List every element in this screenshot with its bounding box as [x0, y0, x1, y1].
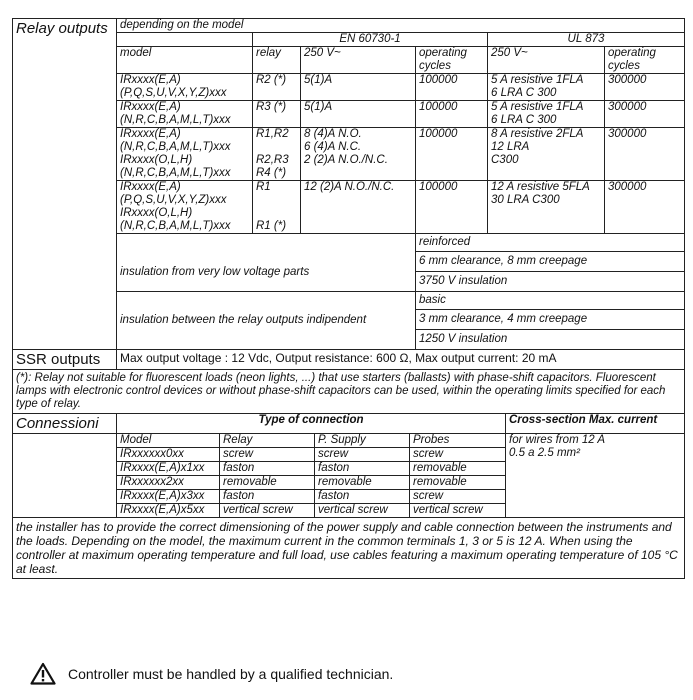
insulation-relays-voltage: 1250 V insulation — [419, 333, 508, 345]
relay-cycles-en: 100000 — [416, 128, 488, 181]
insulation-vlv-label: insulation from very low voltage parts — [117, 234, 416, 292]
conn-model: IRxxxxxx2xx — [117, 476, 220, 490]
connections-title: Connessioni — [13, 414, 117, 434]
insulation-relays-type: basic — [416, 292, 684, 310]
col-relay: relay — [253, 47, 301, 74]
relay-model: IRxxxx(E,A) (N,R,C,B,A,M,L,T)xxx — [117, 101, 253, 128]
conn-model: IRxxxx(E,A)x5xx — [117, 504, 220, 518]
type-of-connection-header: Type of connection — [117, 414, 506, 434]
warning-triangle-icon — [30, 662, 56, 685]
conn-probes: screw — [410, 448, 506, 462]
relay-cycles-en: 100000 — [416, 181, 488, 234]
conn-supply: screw — [315, 448, 410, 462]
relay-cycles-ul: 300000 — [605, 181, 685, 234]
relay-id: R2 (*) — [253, 74, 301, 101]
std-en-header: EN 60730-1 — [253, 33, 488, 47]
conn-col-probes: Probes — [410, 434, 506, 448]
cross-section-value: for wires from 12 A 0.5 a 2.5 mm² — [506, 434, 685, 518]
conn-supply: faston — [315, 462, 410, 476]
conn-col-relay: Relay — [220, 434, 315, 448]
relay-cycles-en: 100000 — [416, 101, 488, 128]
conn-supply: vertical screw — [315, 504, 410, 518]
insulation-vlv-clearance: 6 mm clearance, 8 mm creepage — [416, 252, 684, 272]
conn-relay: faston — [220, 462, 315, 476]
insulation-vlv-type: reinforced — [416, 234, 684, 252]
conn-relay: screw — [220, 448, 315, 462]
col-model: model — [117, 47, 253, 74]
insulation-relays-clearance: 3 mm clearance, 4 mm creepage — [416, 310, 684, 330]
relay-id: R1,R2 R2,R3 R4 (*) — [253, 128, 301, 181]
spec-table — [12, 18, 685, 414]
ssr-outputs-title: SSR outputs — [13, 350, 117, 370]
conn-probes: vertical screw — [410, 504, 506, 518]
relay-rating-en: 8 (4)A N.O. 6 (4)A N.C. 2 (2)A N.O./N.C. — [301, 128, 416, 181]
relay-rating-en: 12 (2)A N.O./N.C. — [301, 181, 416, 234]
relay-outputs-title: Relay outputs — [13, 19, 117, 350]
conn-relay: faston — [220, 490, 315, 504]
relay-rating-ul: 5 A resistive 1FLA 6 LRA C 300 — [488, 101, 605, 128]
relay-footnote: (*): Relay not suitable for fluorescent loads (neon lights, ...) that use starters (ballasts) with phase-shift capacitors. Fluorescent lamps with electronic control devices or without phase-shift capacitors can be used, within the operating limits specified for each type of relay. — [13, 370, 685, 414]
conn-model: IRxxxxxx0xx — [117, 448, 220, 462]
conn-probes: removable — [410, 462, 506, 476]
relay-rating-ul: 8 A resistive 2FLA 12 LRA C300 — [488, 128, 605, 181]
relay-id: R1 R1 (*) — [253, 181, 301, 234]
warning-banner — [30, 662, 393, 685]
relay-rating-en: 5(1)A — [301, 74, 416, 101]
relay-cycles-ul: 300000 — [605, 128, 685, 181]
col-voltage-ul: 250 V~ — [488, 47, 605, 74]
conn-col-supply: P. Supply — [315, 434, 410, 448]
conn-col-model: Model — [117, 434, 220, 448]
col-cycles-ul: operating cycles — [605, 47, 685, 74]
insulation-vlv-voltage: 3750 V insulation — [419, 275, 508, 287]
relay-cycles-ul: 300000 — [605, 74, 685, 101]
relay-model: IRxxxx(E,A) (P,Q,S,U,V,X,Y,Z)xxx IRxxxx(O,L,H) (N,R,C,B,A,M,L,T)xxx — [117, 181, 253, 234]
col-voltage-en: 250 V~ — [301, 47, 416, 74]
spec-sheet — [12, 18, 684, 579]
conn-probes: removable — [410, 476, 506, 490]
warning-text: Controller must be handled by a qualified technician. — [68, 665, 394, 682]
relay-model: IRxxxx(E,A) (P,Q,S,U,V,X,Y,Z)xxx — [117, 74, 253, 101]
insulation-relays-label: insulation between the relay outputs indipendent — [117, 292, 416, 350]
installer-note: the installer has to provide the correct dimensioning of the power supply and cable connection between the instruments and the loads. Depending on the model, the maximum current in the common terminals 1, 3 or 5 is 12 A. When using the controller at maximum operating temperature and full load, use cables featuring a maximum operating temperature of 105 °C at least. — [13, 518, 685, 579]
cross-section-header: Cross-section Max. current — [506, 414, 685, 434]
blank-cell — [117, 33, 253, 47]
conn-probes: screw — [410, 490, 506, 504]
conn-supply: removable — [315, 476, 410, 490]
conn-model: IRxxxx(E,A)x3xx — [117, 490, 220, 504]
conn-supply: faston — [315, 490, 410, 504]
relay-subtitle: depending on the model — [117, 19, 685, 33]
relay-rating-ul: 12 A resistive 5FLA 30 LRA C300 — [488, 181, 605, 234]
relay-rating-ul: 5 A resistive 1FLA 6 LRA C 300 — [488, 74, 605, 101]
connections-table — [12, 413, 685, 579]
conn-model: IRxxxx(E,A)x1xx — [117, 462, 220, 476]
relay-id: R3 (*) — [253, 101, 301, 128]
conn-relay: removable — [220, 476, 315, 490]
std-ul-header: UL 873 — [488, 33, 685, 47]
conn-relay: vertical screw — [220, 504, 315, 518]
relay-cycles-ul: 300000 — [605, 101, 685, 128]
relay-cycles-en: 100000 — [416, 74, 488, 101]
col-cycles-en: operating cycles — [416, 47, 488, 74]
relay-rating-en: 5(1)A — [301, 101, 416, 128]
relay-model: IRxxxx(E,A) (N,R,C,B,A,M,L,T)xxx IRxxxx(O,L,H) (N,R,C,B,A,M,L,T)xxx — [117, 128, 253, 181]
ssr-spec: Max output voltage : 12 Vdc, Output resistance: 600 Ω, Max output current: 20 mA — [117, 350, 685, 370]
